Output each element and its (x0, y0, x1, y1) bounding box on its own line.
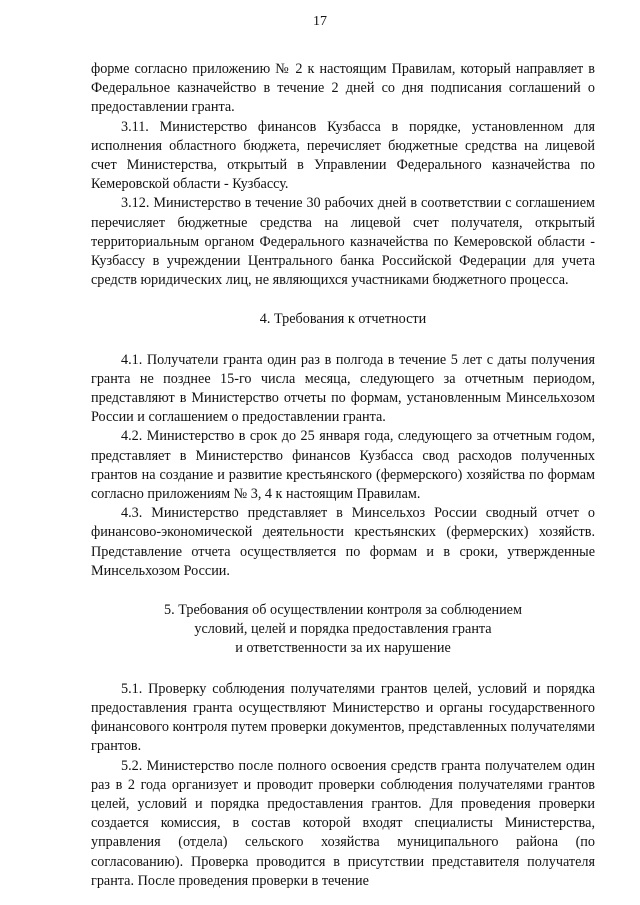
section-5-heading (91, 601, 595, 659)
paragraph-4-1: 4.1. Получатели гранта один раз в полгода в течение 5 лет с даты получения гранта не позднее 15-го числа месяца, следующего за отчетным периодом, представляют в Министерство отчеты по формам, установленным Минсельхозом России и соглашением о предоставлении гранта. (91, 351, 595, 426)
section-5-heading-line-3: и ответственности за их нарушение (235, 640, 451, 657)
paragraph-4-2: 4.2. Министерство в срок до 25 января года, следующего за отчетным годом, представляет в Министерство финансов Кузбасса свод расходов полученных грантов на создание и развитие крестьянского (фермерского) хозяйства по формам согласно приложениям № 3, 4 к настоящим Правилам. (91, 428, 595, 503)
paragraph-5-2: 5.2. Министерство после полного освоения средств гранта получателем один раз в 2 года организует и проводит проверки соблюдения получателями грантов целей, условий и порядка предоставления грантов. Для проведения проверки создается комиссия, в состав которой входят специалисты Министерства, управления (отдела) сельского хозяйства муниципального района (по согласованию). Проверка проводится в присутствии представителя получателя гранта. После проведения проверки в течение (91, 757, 595, 889)
paragraph-3-12: 3.12. Министерство в течение 30 рабочих дней в соответствии с соглашением перечисляет бюджетные средства на лицевой счет получателя, открытый территориальным органом Федерального казначейства по Кемеровской области - Кузбассу в учреждении Центрального банка Российской Федерации для учета средств юридических лиц, не являющихся участниками бюджетного процесса. (91, 195, 595, 289)
section-5-heading-line-2: условий, целей и порядка предоставления гранта (194, 621, 492, 638)
paragraph-3-11: 3.11. Министерство финансов Кузбасса в порядке, установленном для исполнения областного бюджета, перечисляет бюджетные средства на лицевой счет Министерства, открытый в Управлении Федерального казначейства по Кемеровской области - Кузбассу. (91, 118, 595, 193)
section-4-heading: 4. Требования к отчетности (259, 311, 427, 328)
paragraph-4-3: 4.3. Министерство представляет в Минсельхоз России сводный отчет о финансово-экономической деятельности крестьянских (фермерских) хозяйств. Представление отчета осуществляется по формам и в сроки, утвержденные Минсельхозом России. (91, 505, 595, 579)
paragraph-5-1: 5.1. Проверку соблюдения получателями грантов целей, условий и порядка предоставления гранта осуществляют Министерство и органы государственного финансового контроля путем проверки документов, представленных получателями грантов. (91, 680, 595, 755)
section-5-heading-line-1: 5. Требования об осуществлении контроля за соблюдением (164, 602, 522, 619)
document-body (91, 60, 595, 891)
paragraph-continued: форме согласно приложению № 2 к настоящим Правилам, который направляет в Федеральное казначейство в течение 2 дней со дня подписания соглашений о предоставлении гранта. (91, 61, 595, 116)
page-number: 17 (313, 14, 327, 29)
